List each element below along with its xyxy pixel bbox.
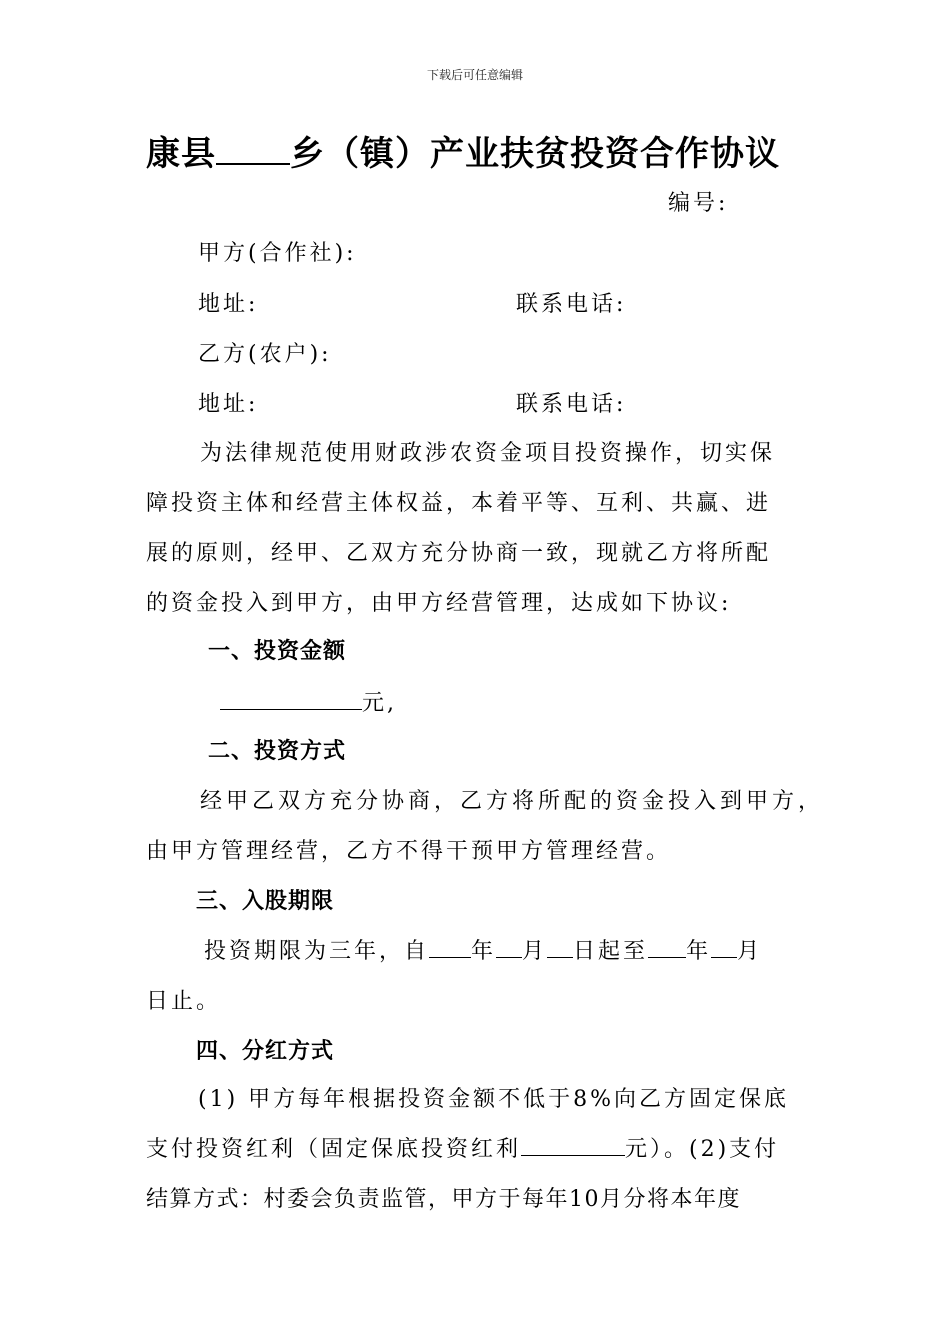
dividend-text: 元）。(2)支付 xyxy=(625,1137,780,1162)
title-part2: 乡（镇）产业扶贫投资合作协议 xyxy=(290,134,780,174)
start-year-blank[interactable] xyxy=(429,935,471,958)
section2-line: 由甲方管理经营，乙方不得干预甲方管理经营。 xyxy=(146,839,672,864)
term-line-end: 日止。 xyxy=(146,989,222,1014)
party-a-address-label: 地址: xyxy=(198,292,259,317)
preamble-line: 为法律规范使用财政涉农资金项目投资操作，切实保 xyxy=(200,441,776,466)
title-part1: 康县 xyxy=(146,134,216,174)
term-text: 年 xyxy=(686,939,712,964)
amount-line xyxy=(220,686,397,717)
section4-heading: 四、分红方式 xyxy=(196,1039,335,1064)
preamble-line: 展的原则，经甲、乙双方充分协商一致，现就乙方将所配 xyxy=(146,541,772,566)
end-month-blank[interactable] xyxy=(711,935,737,958)
header-note: 下载后可任意编辑 xyxy=(426,68,523,82)
term-text: 月 xyxy=(522,939,548,964)
start-day-blank[interactable] xyxy=(547,935,573,958)
party-a-phone-label: 联系电话: xyxy=(516,292,627,317)
number-label: 编号: xyxy=(668,191,729,216)
document-title xyxy=(146,126,780,175)
term-text: 月 xyxy=(737,939,763,964)
party-a-label: 甲方(合作社): xyxy=(198,241,357,266)
preamble-line: 的资金投入到甲方，由甲方经营管理，达成如下协议: xyxy=(146,591,732,616)
term-text: 年 xyxy=(471,939,497,964)
section2-line: 经甲乙双方充分协商，乙方将所配的资金投入到甲方， xyxy=(200,789,825,814)
dividend-text: 支付投资红利（固定保底投资红利 xyxy=(146,1137,522,1162)
preamble-line: 障投资主体和经营主体权益，本着平等、互利、共赢、进 xyxy=(146,491,772,516)
amount-blank[interactable] xyxy=(220,687,362,710)
term-line xyxy=(204,934,762,965)
dividend-amount-blank[interactable] xyxy=(521,1133,625,1156)
start-month-blank[interactable] xyxy=(496,935,522,958)
amount-suffix: 元, xyxy=(362,691,397,716)
section2-heading: 二、投资方式 xyxy=(208,739,347,764)
party-b-phone-label: 联系电话: xyxy=(516,392,627,417)
dividend-line: 结算方式：村委会负责监管，甲方于每年10月分将本年度 xyxy=(146,1187,741,1212)
party-b-label: 乙方(农户): xyxy=(198,342,332,367)
township-blank[interactable] xyxy=(216,129,290,165)
dividend-line xyxy=(146,1132,779,1163)
term-text: 投资期限为三年，自 xyxy=(204,939,430,964)
party-b-address-label: 地址: xyxy=(198,392,259,417)
section1-heading: 一、投资金额 xyxy=(208,639,347,664)
term-text: 日起至 xyxy=(573,939,649,964)
end-year-blank[interactable] xyxy=(648,935,686,958)
dividend-line: (1) 甲方每年根据投资金额不低于8%向乙方固定保底 xyxy=(198,1087,790,1112)
section3-heading: 三、入股期限 xyxy=(196,889,335,914)
